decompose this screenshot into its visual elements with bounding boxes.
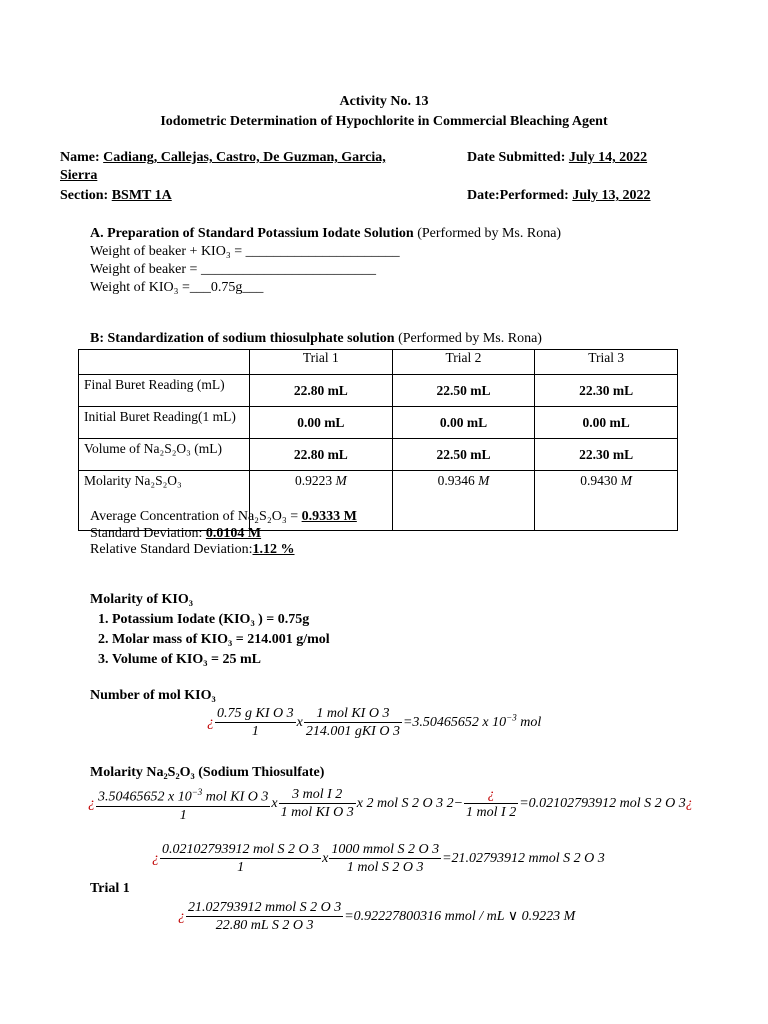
part-a-heading-line xyxy=(90,226,561,242)
denominator: 1 mol I 2 xyxy=(466,804,517,820)
denominator: 1 mol S 2 O 3 xyxy=(346,860,424,875)
molarity-kio3-heading: Molarity of KIO₃ xyxy=(90,592,193,607)
na2s2o3-equation-1 xyxy=(88,784,693,824)
standard-deviation-value: 0.0104 M xyxy=(205,526,262,541)
relative-std-deviation-value: 1.12 % xyxy=(252,542,295,557)
name-value-continued: Sierra xyxy=(60,168,98,183)
table-cell: 0.00 mL xyxy=(392,407,535,439)
fraction xyxy=(304,706,402,740)
numerator: 1000 mmol S 2 O 3 xyxy=(331,842,440,857)
exponent: −3 xyxy=(506,712,517,723)
numerator: 0.75 g KI O 3 xyxy=(217,706,294,721)
table-header-cell: Trial 1 xyxy=(249,350,392,375)
name-value: Cadiang, Callejas, Castro, De Guzman, Garcia, xyxy=(103,150,386,165)
standard-deviation-label: Standard Deviation: xyxy=(90,526,203,541)
row-label: Volume of Na₂S₂O₃ (mL) xyxy=(79,439,250,471)
mol-kio3-heading: Number of mol KIO₃ xyxy=(90,688,216,703)
beaker-weight-line: Weight of beaker = _________________________ xyxy=(90,262,376,277)
times-sign: x xyxy=(322,851,329,867)
equation-lead-mark: ¿ xyxy=(178,909,185,925)
table-row xyxy=(79,407,678,439)
equation-lead-mark: ¿ xyxy=(152,851,159,867)
equation-result: =0.02102793912 mol S 2 O 3 xyxy=(519,796,686,812)
date-performed-value: July 13, 2022 xyxy=(572,188,651,203)
fraction xyxy=(279,787,356,821)
molarity-unit: M xyxy=(620,473,633,488)
times-sign: x xyxy=(296,715,303,731)
row-label: Initial Buret Reading(1 mL) xyxy=(79,407,250,439)
kio3-properties-list xyxy=(90,610,330,670)
table-cell: 22.80 mL xyxy=(249,375,392,407)
table-header-row xyxy=(79,350,678,375)
table-header-cell: Trial 3 xyxy=(535,350,678,375)
standardization-table xyxy=(78,349,678,531)
molarity-value: 0.9346 xyxy=(437,473,475,488)
table-cell: 0.00 mL xyxy=(249,407,392,439)
kio3-weight-line xyxy=(90,280,263,296)
relative-std-deviation-label: Relative Standard Deviation: xyxy=(90,542,253,557)
section-field xyxy=(60,188,172,204)
equation-result: =21.02793912 mmol S 2 O 3 xyxy=(442,851,605,867)
equation-middle-term: x 2 mol S 2 O 3 2− xyxy=(356,796,464,812)
molarity-unit: M xyxy=(335,473,347,488)
denominator: 1 xyxy=(251,724,259,739)
molarity-value: 0.9223 xyxy=(294,473,333,488)
part-b-heading-line xyxy=(90,331,542,347)
date-submitted-label: Date Submitted: xyxy=(467,150,566,165)
date-performed-label: Date:Performed: xyxy=(467,188,569,203)
denominator: 1 xyxy=(237,860,245,875)
times-sign: x xyxy=(271,796,278,812)
equation-result: =3.50465652 x 10 xyxy=(402,715,507,731)
beaker-kio3-weight-line: Weight of beaker + KIO₃ = ______________________ xyxy=(90,244,400,259)
mol-kio3-equation xyxy=(207,706,541,740)
numerator-value: 3.50465652 x 10 xyxy=(98,789,192,805)
fraction xyxy=(329,842,441,876)
activity-number: Activity No. 13 xyxy=(339,94,429,109)
equation-trail-mark: ¿ xyxy=(685,796,693,812)
section-value: BSMT 1A xyxy=(111,188,172,203)
table-cell: 22.80 mL xyxy=(249,439,392,471)
part-b-heading: B: Standardization of sodium thiosulphate solution xyxy=(90,331,395,346)
table-cell: 22.30 mL xyxy=(535,439,678,471)
part-a-note: (Performed by Ms. Rona) xyxy=(417,226,562,241)
table-cell: 22.50 mL xyxy=(392,439,535,471)
table-cell: 22.50 mL xyxy=(392,375,535,407)
trial-1-heading: Trial 1 xyxy=(90,881,130,896)
table-header-cell: Trial 2 xyxy=(392,350,535,375)
molarity-na2s2o3-heading: Molarity Na₂S₂O₃ (Sodium Thiosulfate) xyxy=(90,765,325,780)
equation-lead-mark: ¿ xyxy=(88,796,95,812)
equation-result: =0.92227800316 mmol / mL ∨ 0.9223 M xyxy=(344,909,576,925)
fraction xyxy=(160,842,321,876)
date-submitted-field xyxy=(467,150,647,166)
average-concentration-value: 0.9333 M xyxy=(301,509,357,524)
molarity-unit: M xyxy=(478,473,490,488)
denominator: 214.001 gKI O 3 xyxy=(305,724,400,739)
table-row xyxy=(79,375,678,407)
name-label: Name: xyxy=(60,150,100,165)
table-cell xyxy=(535,471,678,531)
na2s2o3-equation-2 xyxy=(152,842,605,876)
trial-1-equation xyxy=(178,900,575,934)
numerator: 3 mol I 2 xyxy=(279,787,356,804)
relative-std-deviation-line xyxy=(90,542,295,558)
document-title: Iodometric Determination of Hypochlorite in Commercial Bleaching Agent xyxy=(160,114,608,129)
kio3-weight-label: Weight of KIO₃ = xyxy=(90,280,190,295)
section-label: Section: xyxy=(60,188,109,203)
table-cell xyxy=(392,471,535,531)
fraction xyxy=(186,900,343,934)
exponent: −3 xyxy=(191,787,203,797)
numerator: 0.02102793912 mol S 2 O 3 xyxy=(162,842,320,857)
kio3-weight-value: ___0.75g___ xyxy=(189,280,264,295)
fraction xyxy=(96,784,270,824)
average-concentration-line xyxy=(90,509,357,525)
denominator: 1 mol KI O 3 xyxy=(280,804,354,820)
average-concentration-label: Average Concentration of Na₂S₂O₃ = xyxy=(90,509,299,524)
list-item: 2. Molar mass of KIO₃ = 214.001 g/mol xyxy=(112,630,330,650)
numerator: 21.02793912 mmol S 2 O 3 xyxy=(188,900,342,915)
denominator: 22.80 mL S 2 O 3 xyxy=(215,918,314,933)
table-header-cell xyxy=(79,350,250,375)
denominator: 1 xyxy=(179,807,187,823)
molarity-value: 0.9430 xyxy=(580,473,618,488)
name-field xyxy=(60,150,386,166)
numerator: ¿ xyxy=(464,787,518,804)
fraction xyxy=(464,787,518,821)
row-label: Molarity Na₂S₂O₃ xyxy=(79,471,250,531)
equation-lead-mark: ¿ xyxy=(207,715,214,731)
result-unit: mol xyxy=(520,715,542,731)
part-a-heading: A. Preparation of Standard Potassium Iodate Solution xyxy=(90,226,414,241)
table-row xyxy=(79,439,678,471)
numerator-unit: mol KI O 3 xyxy=(205,789,269,805)
list-item: 1. Potassium Iodate (KIO₃ ) = 0.75g xyxy=(112,610,330,630)
fraction xyxy=(215,706,296,740)
table-cell: 22.30 mL xyxy=(535,375,678,407)
list-item: 3. Volume of KIO₃ = 25 mL xyxy=(112,650,330,670)
numerator xyxy=(96,784,270,807)
table-cell: 0.00 mL xyxy=(535,407,678,439)
date-performed-field xyxy=(467,188,651,204)
part-b-note: (Performed by Ms. Rona) xyxy=(398,331,542,346)
date-submitted-value: July 14, 2022 xyxy=(568,150,648,165)
numerator: 1 mol KI O 3 xyxy=(304,706,402,723)
row-label: Final Buret Reading (mL) xyxy=(79,375,250,407)
standard-deviation-line xyxy=(90,526,261,542)
